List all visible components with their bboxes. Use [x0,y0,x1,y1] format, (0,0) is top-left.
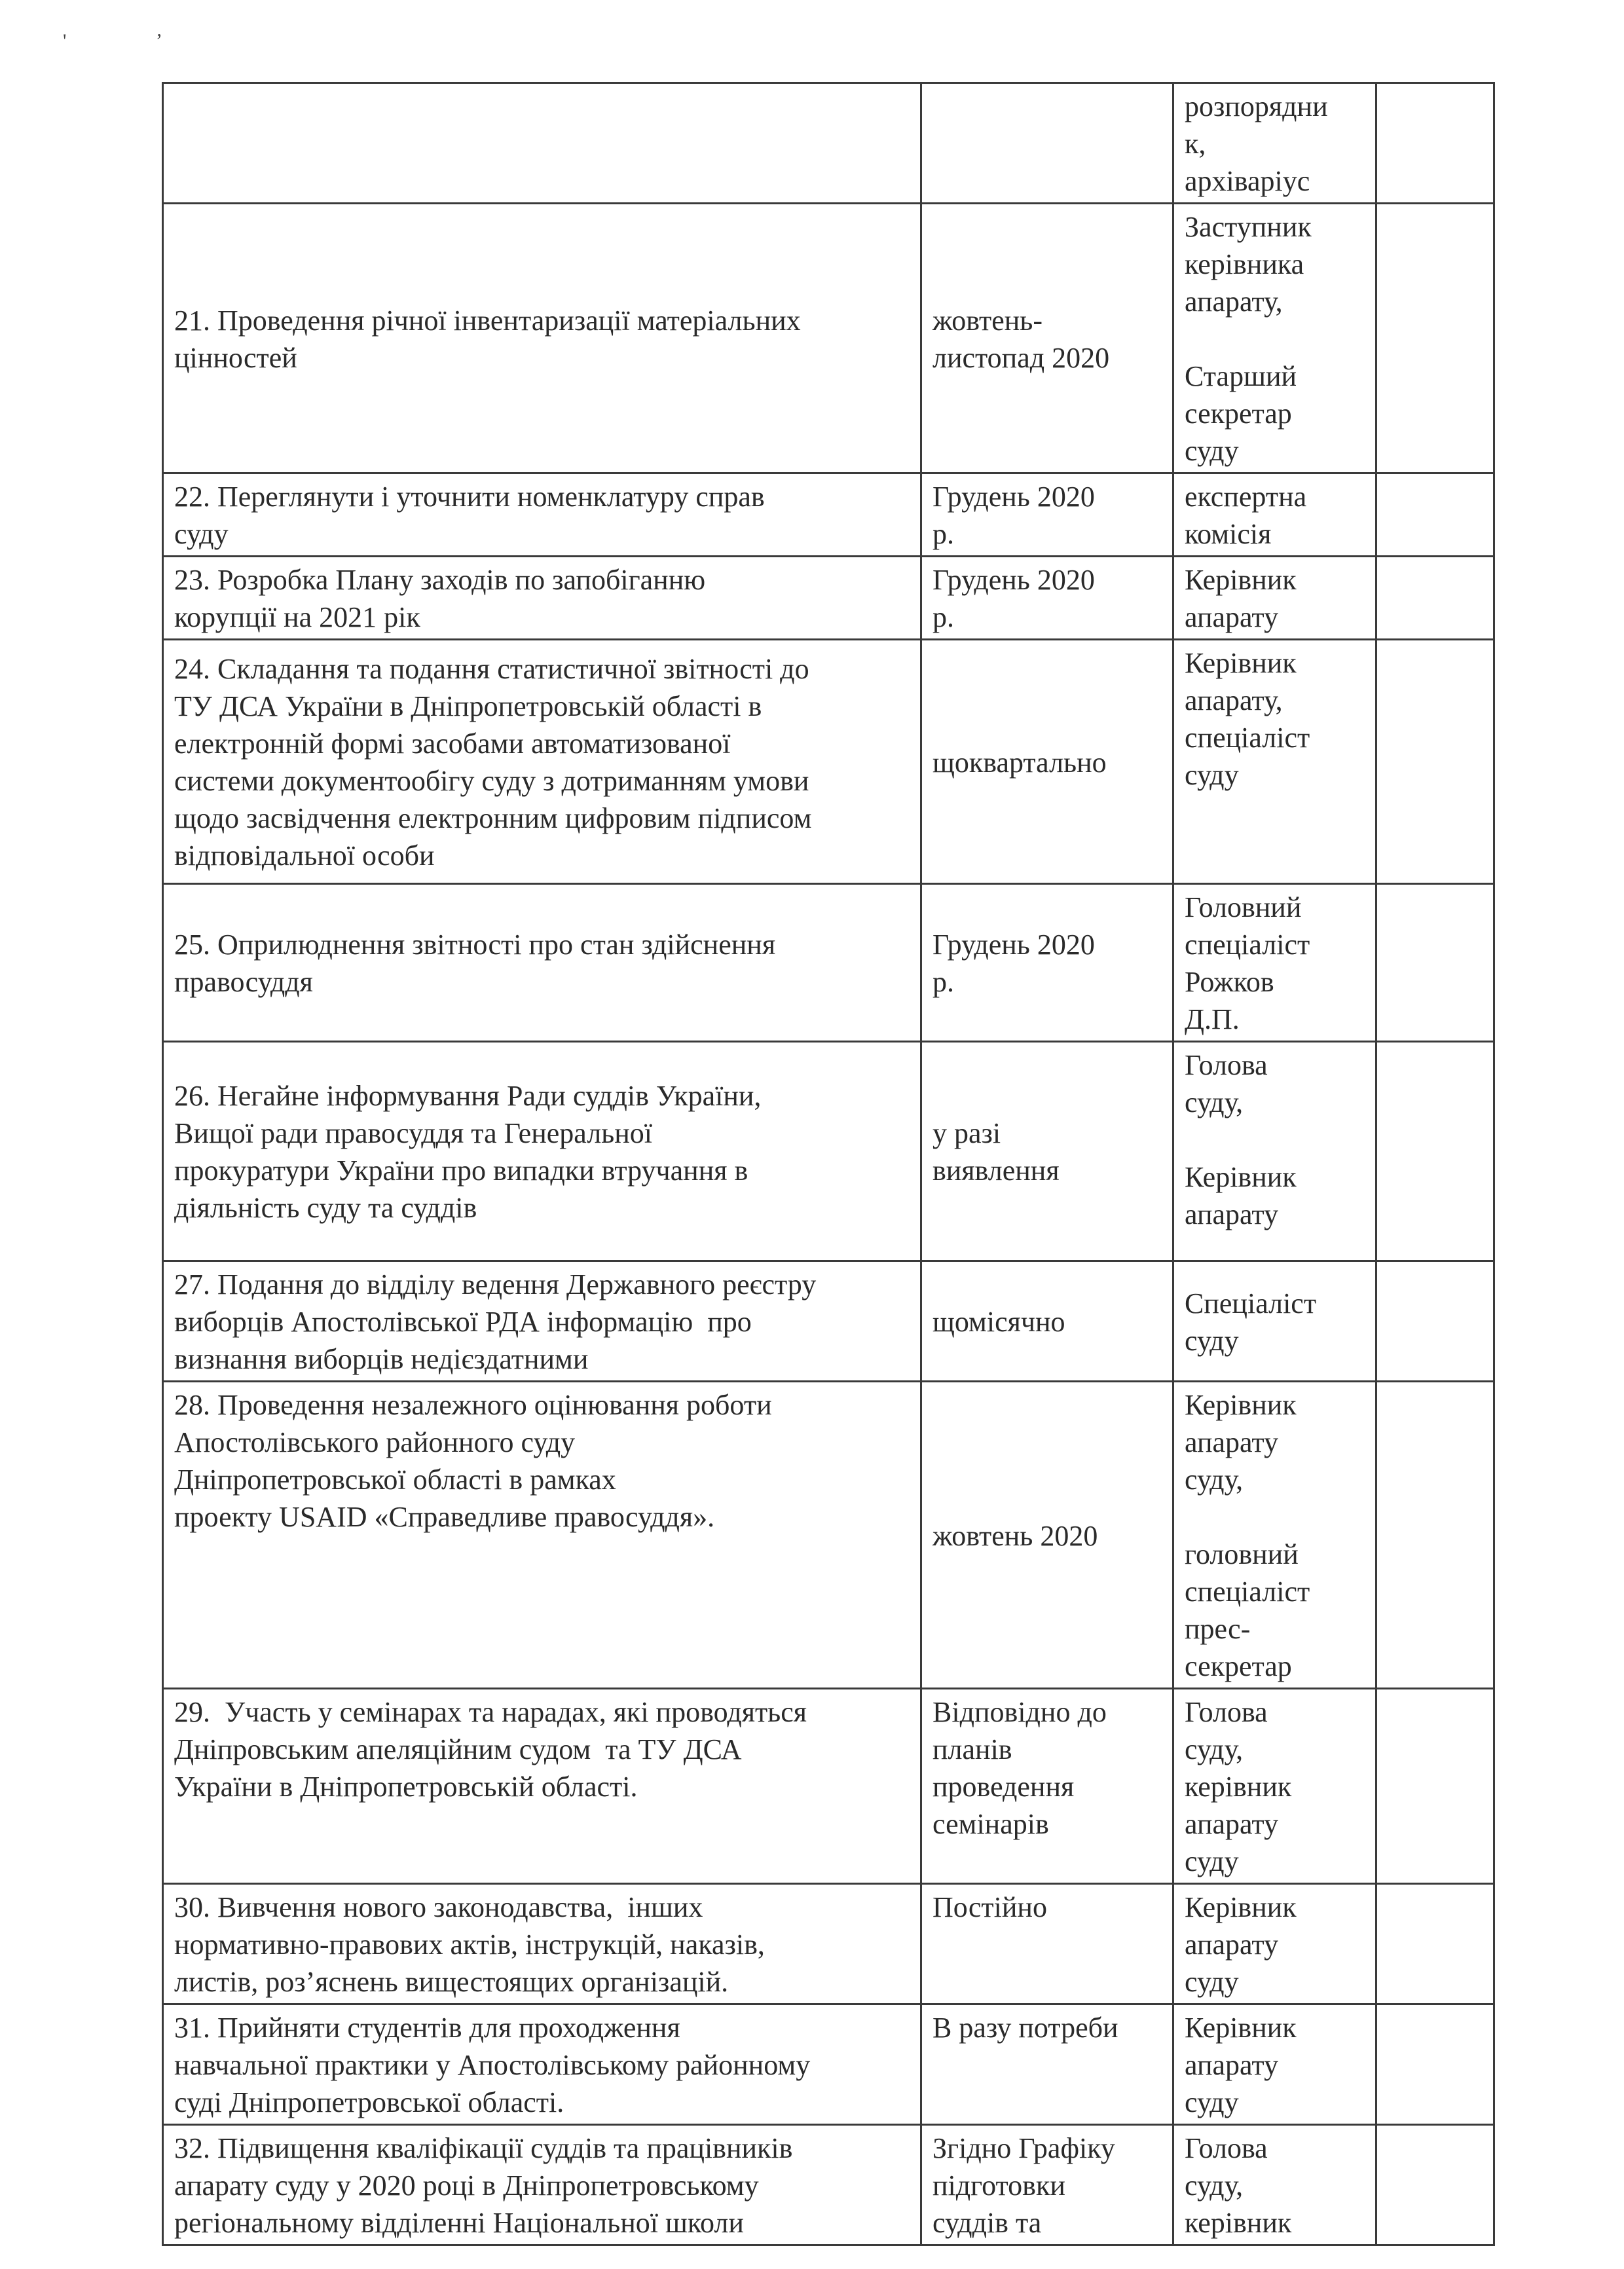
cell-term [921,640,1173,884]
term-line: р. [932,966,954,998]
cell-term [921,557,1173,640]
cell-note [1376,640,1494,884]
responsible-line: апарату [1185,601,1279,633]
task-line: 31. Прийняти студентів для проходження [174,2012,680,2044]
cell-responsible [1173,557,1376,640]
responsible-line: керівник [1185,2207,1292,2239]
responsible-line: Керівник [1185,1161,1297,1193]
responsible-line: апарату [1185,2049,1279,2081]
cell-term [921,1689,1173,1884]
table-row [163,557,1494,640]
responsible-line: архіваріус [1185,165,1310,197]
cell-term [921,884,1173,1042]
responsible-line: спеціаліст [1185,722,1310,754]
responsible-line: апарату [1185,1426,1279,1458]
responsible-line: керівник [1185,1771,1292,1803]
task-line: апарату суду у 2020 році в Дніпропетровському [174,2169,759,2202]
table-row [163,2004,1494,2125]
cell-task [163,473,921,557]
cell-term [921,1261,1173,1382]
cell-note [1376,884,1494,1042]
cell-task [163,557,921,640]
cell-note [1376,557,1494,640]
table-body [163,83,1494,2245]
responsible-line: апарату [1185,1808,1279,1840]
responsible-line: апарату, [1185,286,1283,318]
table-row [163,204,1494,473]
task-line: виборців Апостолівської РДА інформацію про [174,1306,752,1338]
responsible-line [1185,1498,1365,1536]
cell-note [1376,83,1494,204]
scan-mark: ʼ [156,30,162,52]
scan-mark: ' [63,30,67,52]
table-row [163,1884,1494,2004]
cell-term [921,83,1173,204]
cell-responsible [1173,1042,1376,1261]
responsible-line: спеціаліст [1185,929,1310,961]
task-line: корупції на 2021 рік [174,601,420,633]
table-row [163,83,1494,204]
action-plan-table [162,82,1495,2246]
responsible-line: суду [1185,2086,1239,2118]
responsible-line: апарату [1185,1198,1279,1230]
responsible-line: прес- [1185,1613,1251,1645]
cell-responsible [1173,473,1376,557]
cell-term [921,204,1173,473]
responsible-line: суду, [1185,1086,1244,1118]
term-line: підготовки [932,2169,1065,2202]
term-line: Постійно [932,1891,1047,1923]
cell-responsible [1173,640,1376,884]
cell-note [1376,2004,1494,2125]
table-row [163,1382,1494,1689]
responsible-line: Старший [1185,360,1297,392]
term-line: жовтень- [932,304,1043,337]
task-line: проекту USAID «Справедливе правосуддя». [174,1501,715,1533]
cell-task [163,640,921,884]
table-row [163,473,1494,557]
task-line: суді Дніпропетровської області. [174,2086,564,2118]
task-line: 23. Розробка Плану заходів по запобіганню [174,564,706,596]
cell-note [1376,1689,1494,1884]
responsible-line: Голова [1185,1696,1268,1728]
responsible-line [1185,1121,1365,1158]
cell-responsible [1173,2125,1376,2245]
cell-task [163,1689,921,1884]
cell-task [163,204,921,473]
task-line: листів, роз’яснень вищестоящих організацій. [174,1966,729,1998]
cell-note [1376,1884,1494,2004]
table-row [163,884,1494,1042]
term-line: щоквартально [932,746,1107,779]
cell-task [163,2004,921,2125]
term-line: суддів та [932,2207,1042,2239]
cell-task [163,1042,921,1261]
responsible-line: Голова [1185,2132,1268,2164]
task-line: Дніпровським апеляційним судом та ТУ ДСА [174,1733,742,1765]
term-line: проведення [932,1771,1075,1803]
cell-note [1376,1382,1494,1689]
cell-note [1376,204,1494,473]
cell-term [921,2125,1173,2245]
cell-term [921,1042,1173,1261]
task-line: 22. Переглянути і уточнити номенклатуру справ [174,481,765,513]
task-line: 25. Оприлюднення звітності про стан здійснення [174,929,776,961]
task-line: відповідальної особи [174,839,435,872]
cell-note [1376,1261,1494,1382]
task-line: 29. Участь у семінарах та нарадах, які проводяться [174,1696,807,1728]
responsible-line: суду, [1185,2169,1244,2202]
responsible-line: суду [1185,435,1239,467]
task-line: 32. Підвищення кваліфікації суддів та працівників [174,2132,793,2164]
task-line: системи документообігу суду з дотриманням умови [174,765,809,797]
term-line: планів [932,1733,1012,1765]
responsible-line: Спеціаліст [1185,1287,1317,1319]
table-row [163,640,1494,884]
cell-note [1376,473,1494,557]
term-line: Грудень 2020 [932,564,1095,596]
table-row [163,2125,1494,2245]
task-line: цінностей [174,341,297,374]
cell-responsible [1173,1261,1376,1382]
responsible-line: Керівник [1185,2012,1297,2044]
term-line: листопад 2020 [932,341,1110,374]
responsible-line: керівника [1185,248,1304,280]
responsible-line: суду, [1185,1733,1244,1765]
cell-term [921,473,1173,557]
task-line: 24. Складання та подання статистичної звітності до [174,653,809,685]
term-line: Згідно Графіку [932,2132,1115,2164]
task-line: суду [174,518,229,550]
responsible-line: к, [1185,128,1206,160]
cell-term [921,1884,1173,2004]
cell-term [921,2004,1173,2125]
task-line: ТУ ДСА України в Дніпропетровській області в [174,690,762,722]
responsible-line: апарату [1185,1928,1279,1961]
responsible-line: апарату, [1185,684,1283,716]
cell-responsible [1173,1382,1376,1689]
task-line: електронній формі засобами автоматизованої [174,728,731,760]
responsible-line: суду, [1185,1464,1244,1496]
responsible-line [1185,320,1365,358]
responsible-line: спеціаліст [1185,1576,1310,1608]
responsible-line: комісія [1185,518,1272,550]
task-line: щодо засвідчення електронним цифровим підписом [174,802,812,834]
cell-task [163,1382,921,1689]
task-line: 28. Проведення незалежного оцінювання роботи [174,1389,772,1421]
term-line: у разі [932,1117,1001,1149]
responsible-line: Керівник [1185,1891,1297,1923]
cell-responsible [1173,83,1376,204]
term-line: р. [932,518,954,550]
table-row [163,1689,1494,1884]
term-line: щомісячно [932,1306,1065,1338]
responsible-line: експертна [1185,481,1307,513]
responsible-line: Рожков [1185,966,1274,998]
responsible-line: Керівник [1185,564,1297,596]
responsible-line: секретар [1185,1650,1292,1682]
cell-note [1376,1042,1494,1261]
task-line: Вищої ради правосуддя та Генеральної [174,1117,652,1149]
table-row [163,1042,1494,1261]
cell-task [163,1884,921,2004]
cell-responsible [1173,1689,1376,1884]
responsible-line: Керівник [1185,647,1297,679]
responsible-line: головний [1185,1538,1299,1570]
responsible-line: суду [1185,1845,1239,1877]
cell-task [163,2125,921,2245]
task-line: 27. Подання до відділу ведення Державного реєстру [174,1268,817,1301]
term-line: жовтень 2020 [932,1519,1098,1552]
table-row [163,1261,1494,1382]
task-line: 26. Негайне інформування Ради суддів України, [174,1080,762,1112]
task-line: регіональному відділенні Національної школи [174,2207,744,2239]
task-line: Апостолівського районного суду [174,1426,576,1458]
cell-responsible [1173,884,1376,1042]
term-line: Відповідно до [932,1696,1107,1728]
cell-term [921,1382,1173,1689]
responsible-line: Керівник [1185,1389,1297,1421]
responsible-line: секретар [1185,397,1292,430]
task-line: правосуддя [174,966,313,998]
cell-task [163,884,921,1042]
term-line: р. [932,601,954,633]
task-line: визнання виборців недієздатними [174,1343,589,1375]
term-line: Грудень 2020 [932,929,1095,961]
cell-note [1376,2125,1494,2245]
task-line: нормативно-правових актів, інструкцій, наказів, [174,1928,765,1961]
task-line: прокуратури України про випадки втручання в [174,1154,748,1187]
term-line: Грудень 2020 [932,481,1095,513]
cell-task [163,1261,921,1382]
responsible-line: розпорядни [1185,90,1328,122]
responsible-line: суду [1185,1966,1239,1998]
responsible-line: Д.П. [1185,1003,1240,1035]
responsible-line: суду [1185,1324,1239,1357]
responsible-line: Головний [1185,891,1302,923]
responsible-line: Голова [1185,1049,1268,1081]
task-line: Дніпропетровської області в рамках [174,1464,616,1496]
task-line: України в Дніпропетровській області. [174,1771,638,1803]
task-line: навчальної практики у Апостолівському районному [174,2049,811,2081]
term-line: виявлення [932,1154,1060,1187]
task-line: 30. Вивчення нового законодавства, інших [174,1891,703,1923]
cell-responsible [1173,1884,1376,2004]
cell-responsible [1173,2004,1376,2125]
cell-task [163,83,921,204]
task-line: діяльність суду та суддів [174,1192,477,1224]
responsible-line: суду [1185,759,1239,791]
term-line: В разу потреби [932,2012,1118,2044]
cell-responsible [1173,204,1376,473]
responsible-line: Заступник [1185,211,1312,243]
task-line: 21. Проведення річної інвентаризації матеріальних [174,304,801,337]
term-line: семінарів [932,1808,1049,1840]
